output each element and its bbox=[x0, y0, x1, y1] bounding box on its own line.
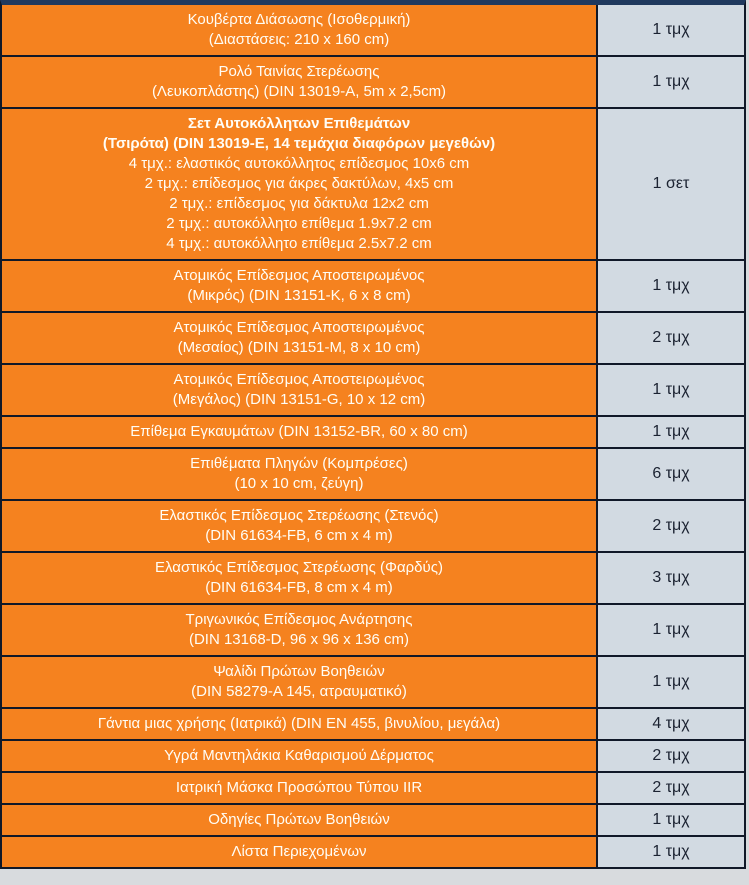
quantity-cell: 2 τμχ bbox=[598, 313, 744, 363]
item-line: (Μεγάλος) (DIN 13151-G, 10 x 12 cm) bbox=[172, 391, 426, 408]
table-row bbox=[2, 773, 744, 805]
item-line: Ρολό Ταινίας Στερέωσης bbox=[218, 63, 380, 80]
quantity-cell: 4 τμχ bbox=[598, 709, 744, 739]
table-row bbox=[2, 741, 744, 773]
item-line: (Μεσαίος) (DIN 13151-M, 8 x 10 cm) bbox=[177, 339, 421, 356]
item-line: (Διαστάσεις: 210 x 160 cm) bbox=[208, 31, 390, 48]
item-line: Επιθέματα Πληγών (Κομπρέσες) bbox=[190, 455, 408, 472]
item-line: Ψαλίδι Πρώτων Βοηθειών bbox=[213, 663, 385, 680]
item-line: Σετ Αυτοκόλλητων Επιθεμάτων bbox=[187, 115, 411, 132]
quantity-cell: 1 τμχ bbox=[598, 5, 744, 55]
item-cell bbox=[2, 57, 598, 107]
item-cell bbox=[2, 417, 598, 447]
table-row bbox=[2, 365, 744, 417]
item-line: Κουβέρτα Διάσωσης (Ισοθερμική) bbox=[187, 11, 411, 28]
quantity-cell: 2 τμχ bbox=[598, 501, 744, 551]
quantity-cell: 1 τμχ bbox=[598, 837, 744, 867]
item-line: Ιατρική Μάσκα Προσώπου Τύπου IIR bbox=[175, 779, 423, 796]
quantity-cell: 6 τμχ bbox=[598, 449, 744, 499]
quantity-cell: 1 τμχ bbox=[598, 605, 744, 655]
item-line: Ατομικός Επίδεσμος Αποστειρωμένος bbox=[173, 267, 425, 284]
item-line: Επίθεμα Εγκαυμάτων (DIN 13152-BR, 60 x 80 cm) bbox=[130, 423, 468, 440]
table-row bbox=[2, 553, 744, 605]
item-line: (Μικρός) (DIN 13151-K, 6 x 8 cm) bbox=[187, 287, 411, 304]
table-row bbox=[2, 417, 744, 449]
item-line: Ελαστικός Επίδεσμος Στερέωσης (Στενός) bbox=[159, 507, 439, 524]
quantity-cell: 2 τμχ bbox=[598, 741, 744, 771]
table-row bbox=[2, 449, 744, 501]
quantity-cell: 1 τμχ bbox=[598, 805, 744, 835]
table-row bbox=[2, 657, 744, 709]
item-cell bbox=[2, 709, 598, 739]
item-line: Λίστα Περιεχομένων bbox=[231, 843, 367, 860]
table-row bbox=[2, 57, 744, 109]
table-row bbox=[2, 837, 744, 869]
quantity-cell: 1 τμχ bbox=[598, 365, 744, 415]
table-row bbox=[2, 313, 744, 365]
item-line: Υγρά Μαντηλάκια Καθαρισμού Δέρματος bbox=[164, 747, 434, 764]
item-cell bbox=[2, 365, 598, 415]
item-cell bbox=[2, 773, 598, 803]
item-cell bbox=[2, 657, 598, 707]
item-line: (10 x 10 cm, ζεύγη) bbox=[234, 475, 364, 492]
item-line: Τριγωνικός Επίδεσμος Ανάρτησης bbox=[185, 611, 413, 628]
item-line: (DIN 58279-A 145, ατραυματικό) bbox=[191, 683, 407, 700]
table-row bbox=[2, 5, 744, 57]
item-cell bbox=[2, 109, 598, 259]
item-cell bbox=[2, 805, 598, 835]
item-cell bbox=[2, 741, 598, 771]
item-line: (DIN 61634-FB, 6 cm x 4 m) bbox=[205, 527, 393, 544]
quantity-cell: 1 τμχ bbox=[598, 261, 744, 311]
item-line: 2 τμχ.: αυτοκόλλητο επίθεμα 1.9x7.2 cm bbox=[166, 215, 432, 232]
quantity-cell: 3 τμχ bbox=[598, 553, 744, 603]
item-line: 2 τμχ.: επίδεσμος για δάκτυλα 12x2 cm bbox=[169, 195, 429, 212]
item-line: Γάντια μιας χρήσης (Ιατρικά) (DIN EN 455, βινυλίου, μεγάλα) bbox=[97, 715, 501, 732]
table-row bbox=[2, 501, 744, 553]
item-cell bbox=[2, 313, 598, 363]
item-line: Οδηγίες Πρώτων Βοηθειών bbox=[208, 811, 390, 828]
item-line: (Τσιρότα) (DIN 13019-E, 14 τεμάχια διαφόρων μεγεθών) bbox=[102, 135, 496, 152]
item-cell bbox=[2, 261, 598, 311]
item-line: (DIN 13168-D, 96 x 96 x 136 cm) bbox=[188, 631, 410, 648]
quantity-cell: 2 τμχ bbox=[598, 773, 744, 803]
quantity-cell: 1 τμχ bbox=[598, 657, 744, 707]
item-cell bbox=[2, 449, 598, 499]
item-line: Ατομικός Επίδεσμος Αποστειρωμένος bbox=[173, 319, 425, 336]
item-line: 4 τμχ.: αυτοκόλλητο επίθεμα 2.5x7.2 cm bbox=[166, 235, 432, 252]
table-row bbox=[2, 261, 744, 313]
item-line: (Λευκοπλάστης) (DIN 13019-A, 5m x 2,5cm) bbox=[151, 83, 447, 100]
item-line: Ατομικός Επίδεσμος Αποστειρωμένος bbox=[173, 371, 425, 388]
item-cell bbox=[2, 553, 598, 603]
table-row bbox=[2, 709, 744, 741]
item-cell bbox=[2, 5, 598, 55]
item-line: Ελαστικός Επίδεσμος Στερέωσης (Φαρδύς) bbox=[155, 559, 443, 576]
item-cell bbox=[2, 501, 598, 551]
table-row bbox=[2, 109, 744, 261]
item-cell bbox=[2, 837, 598, 867]
table-row bbox=[2, 805, 744, 837]
item-line: (DIN 61634-FB, 8 cm x 4 m) bbox=[205, 579, 393, 596]
item-line: 4 τμχ.: ελαστικός αυτοκόλλητος επίδεσμος 10x6 cm bbox=[128, 155, 470, 172]
item-line: 2 τμχ.: επίδεσμος για άκρες δακτύλων, 4x5 cm bbox=[144, 175, 454, 192]
quantity-cell: 1 τμχ bbox=[598, 417, 744, 447]
item-cell bbox=[2, 605, 598, 655]
quantity-cell: 1 σετ bbox=[598, 109, 744, 259]
quantity-cell: 1 τμχ bbox=[598, 57, 744, 107]
table-row bbox=[2, 605, 744, 657]
